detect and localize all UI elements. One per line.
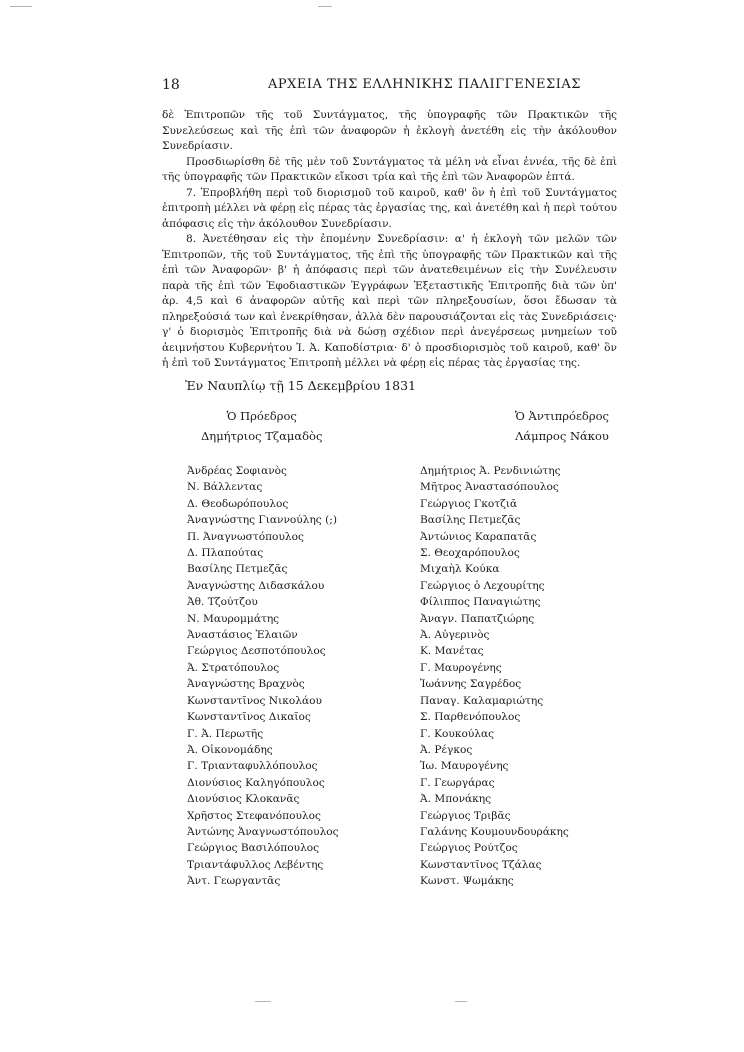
signatory-name: Ν. Βάλλεντας [187,481,263,494]
signatory-name: Γ. Γεωργάρας [420,776,495,789]
paragraph-4: 8. Ἀνετέθησαν εἰς τὴν ἐπομένην Συνεδρίασιν: α' ἡ ἐκλογὴ τῶν μελῶν τῶν Ἐπιτροπῶν, τῆς τοῦ Συντάγματος, τῆς ἐπὶ τῆς ὑπογραφῆς τῶν Πρακτικῶν καὶ τῆς ἐπὶ τῶν Ἀναφορῶν· β' ἡ ἀπόφασις περὶ τῶν ἀνατεθειμένων εἰς τὴν Συνέλευσιν παρὰ τῆς ἐπὶ τῶν Ἐφοδιαστικῶν Ἐγγράφων Ἐξεταστικῆς Ἐπιτροπῆς διὰ τῶν ὑπ' ἀρ. 4,5 καὶ 6 ἀναφορῶν αὐτῆς καὶ περὶ τῶν πληρεξουσίων, ὅσοι ἔδωσαν τὰ πληρεξούσιά των καὶ ἐνεκρίθησαν, ἀλλὰ δὲν παρουσιάζονται εἰς τὰς Συνεδριάσεις· γ' ὁ διορισμὸς Ἐπιτροπῆς διὰ νὰ δώσῃ σχέδιον περὶ ἀνεγέρσεως μνημείων τοῦ ἀειμνήστου Κυβερνήτου Ἰ. Ἀ. Καποδίστρια· δ' ὁ προσδιορισμὸς τοῦ καιροῦ, καθ' ὃν ἡ ἐπὶ τοῦ Συντάγματος Ἐπιτροπὴ μέλλει νὰ φέρῃ εἰς πέρας τὰς ἐργασίας της. [162,233,617,369]
signatory-name: Γεώργιος Ρούτζος [420,842,518,855]
signatory-name: Ἰωάννης Σαγρέδος [420,678,522,691]
signatory-name: Φίλιππος Παναγιώτης [420,596,541,609]
signatory-name: Ἀντώνιος Καραπατᾶς [420,530,537,543]
president-name: Δημήτριος Τζαμαδὸς [201,429,323,443]
signatory-name: Γεώργιος Γκοτζιᾶ [420,497,518,510]
signatory-name: Γεώργιος Βασιλόπουλος [187,842,320,855]
signatory-name: Ν. Μαυρομμάτης [187,612,280,625]
signatory-name: Ἀ. Αὐγερινὸς [420,629,490,642]
president-title: Ὁ Πρόεδρος [226,409,297,423]
signatory-name: Δημήτριος Ἀ. Ρενδινιώτης [420,465,561,477]
scan-artifact [318,6,332,7]
signatory-name: Δ. Πλαπούτας [187,547,264,560]
signatory-name: Ἀναστάσιος Ἐλαιῶν [187,629,298,642]
signatory-name: Κωνσταντῖνος Νικολάου [187,694,322,707]
signatory-name: Διονύσιος Καληγόπουλος [187,776,325,789]
president-signature [201,406,322,446]
signatory-name: Διονύσιος Κλοκανᾶς [187,793,300,806]
scan-artifact [455,1001,467,1002]
signatory-name: Ἀ. Μπονάκης [420,793,492,806]
signatory-name: Κ. Μανέτας [420,645,484,658]
signatory-name: Ἀ. Οἰκονομάδης [187,743,273,756]
signatory-name: Δ. Θεοδωρόπουλος [187,497,289,510]
signatory-name: Π. Ἀναγνωστόπουλος [187,530,304,543]
signatory-name: Ἀναγνώστης Διδασκάλου [187,579,325,592]
signatories-right-column [420,463,569,890]
signatory-name: Ἀναγν. Παπατζιώρης [420,612,535,625]
signatory-name: Ἀναγνώστης Βραχνὸς [187,678,305,691]
signatory-name: Βασίλης Πετμεζᾶς [420,514,521,527]
running-title: ΑΡΧΕΙΑ ΤΗΣ ΕΛΛΗΝΙΚΗΣ ΠΑΛΙΓΓΕΝΕΣΙΑΣ [268,77,581,92]
signatory-name: Χρῆστος Στεφανόπουλος [187,809,321,822]
signatory-name: Ἀναγνώστης Γιαννούλης (;) [187,514,337,527]
signatory-name: Ἀθ. Τζούτζου [187,596,258,609]
scan-artifact [255,1001,271,1002]
signatory-name: Γεώργιος ὁ Λεχουρίτης [420,579,545,592]
signatory-name: Βασίλης Πετμεζᾶς [187,563,288,576]
signatory-name: Γ. Ἀ. Περωτῆς [187,727,264,740]
scan-artifact [10,6,32,7]
paragraph-2: Προσδιωρίσθη δὲ τῆς μὲν τοῦ Συντάγματος τὰ μέλη νὰ εἶναι ἐννέα, τῆς δὲ ἐπὶ τῆς ὑπογραφῆς τῶν Πρακτικῶν εἴκοσι τρία καὶ τῆς ἐπὶ τῶν Ἀναφορῶν ἑπτά. [162,155,617,183]
signatory-name: Παναγ. Καλαμαριώτης [420,694,544,707]
signatory-name: Γαλάνης Κουμουνδουράκης [420,825,569,838]
dateline: Ἐν Ναυπλίῳ τῇ 15 Δεκεμβρίου 1831 [185,378,416,393]
vice-president-title: Ὁ Ἀντιπρόεδρος [515,409,609,423]
signatory-name: Ἀντ. Γεωργαντᾶς [187,875,281,888]
page-header [162,77,632,97]
paragraph-3: 7. Ἐπροβλήθη περὶ τοῦ διορισμοῦ τοῦ καιροῦ, καθ' ὃν ἡ ἐπὶ τοῦ Συντάγματος ἐπιτροπὴ μέλλει νὰ φέρῃ εἰς πέρας τὰς ἐργασίας της, καὶ ἀνετέθη καὶ ἡ περὶ τούτου ἀπόφασις εἰς τὴν ἀκόλουθον Συνεδρίασιν. [162,186,617,230]
vice-president-name: Λάμπρος Νάκου [515,429,609,443]
signatory-name: Σ. Θεοχαρόπουλος [420,547,520,560]
signatory-name: Γ. Τριανταφυλλόπουλος [187,760,318,773]
signatory-name: Γεώργιος Τριβᾶς [420,809,511,822]
body-text [162,108,617,372]
signatory-name: Ἀντώνης Ἀναγνωστόπουλος [187,825,339,838]
signatory-name: Ἀ. Ρέγκος [420,743,473,756]
signatory-name: Μιχαὴλ Κούκα [420,563,500,576]
signatory-name: Σ. Παρθενόπουλος [420,711,521,724]
signatory-name: Γ. Κουκούλας [420,727,495,740]
signatory-name: Γεώργιος Δεσποτόπουλος [187,645,326,658]
vice-president-signature [515,406,609,446]
signatories-left-column [187,463,339,890]
signatory-name: Ἀ. Στρατόπουλος [187,661,280,674]
signatory-name: Κωνσταντῖνος Δικαῖος [187,711,311,724]
signatory-name: Κωνστ. Ψωμάκης [420,875,514,888]
signatory-name: Ἀνδρέας Σοφιανὸς [187,465,287,477]
signatory-name: Ἰω. Μαυρογένης [420,760,509,773]
page-number: 18 [162,77,180,93]
signatory-name: Κωνσταντῖνος Τζάλας [420,858,542,871]
signatory-name: Γ. Μαυρογένης [420,661,502,674]
signatory-name: Μῆτρος Ἀναστασόπουλος [420,481,559,494]
paragraph-1: δὲ Ἐπιτροπῶν τῆς τοῦ Συντάγματος, τῆς ὑπογραφῆς τῶν Πρακτικῶν τῆς Συνελεύσεως καὶ τῆς ἐπὶ τῶν ἀναφορῶν ἡ ἐκλογὴ ἀνετέθη εἰς τὴν ἀκόλουθον Συνεδρίασιν. [162,109,617,152]
signatory-name: Τριαντάφυλλος Λεβέντης [187,858,324,871]
